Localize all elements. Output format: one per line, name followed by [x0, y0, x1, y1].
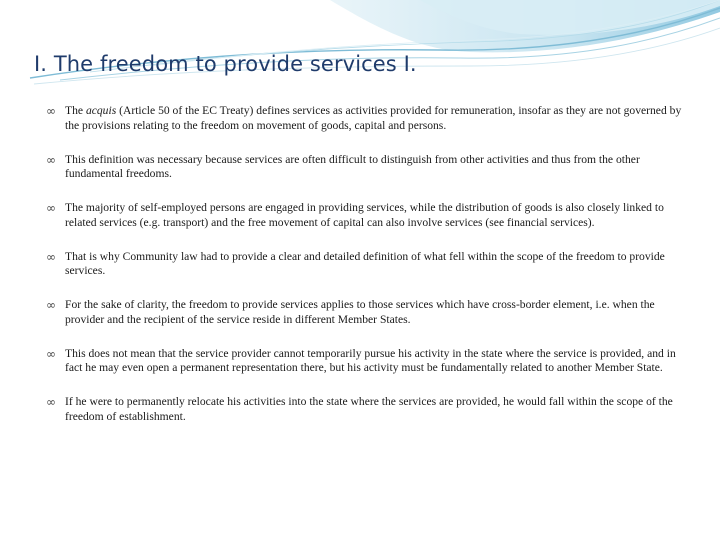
bullet-text: This does not mean that the service provider cannot temporarily pursue his activity in the state where the service is provided, and in fact he may even open a permanent representation there, but his activity must be fundamentally related to another Member State.	[65, 346, 676, 374]
bullet-item	[46, 395, 686, 424]
wave-bullet-icon: ∞	[46, 395, 56, 409]
bullet-item	[46, 201, 686, 230]
wave-bullet-icon: ∞	[46, 104, 56, 118]
bullet-text: The majority of self-employed persons are engaged in providing services, while the distribution of goods is also closely linked to related services (e.g. transport) and the free movement of capital can also involve services (see financial services).	[65, 201, 664, 229]
bullet-text: This definition was necessary because services are often difficult to distinguish from other activities and thus from the other fundamental freedoms.	[65, 152, 640, 180]
bullet-item	[46, 347, 686, 376]
wave-bullet-icon: ∞	[46, 152, 56, 167]
bullet-text: For the sake of clarity, the freedom to provide services applies to those services which have cross-border element, i.e. when the provider and the recipient of the service reside in different Member States.	[65, 298, 655, 326]
bullet-item	[46, 298, 686, 327]
wave-bullet-icon: ∞	[46, 201, 56, 215]
bullet-list	[46, 104, 686, 444]
bullet-text: If he were to permanently relocate his activities into the state where the services are provided, he would fall within the scope of the freedom of establishment.	[65, 395, 673, 423]
bullet-item	[46, 153, 686, 182]
wave-bullet-icon: ∞	[46, 346, 56, 361]
bullet-item	[46, 250, 686, 279]
bullet-text: The acquis (Article 50 of the EC Treaty) defines services as activities provided for remuneration, insofar as they are not governed by the provisions relating to the freedom on movement of goods, capital and persons.	[65, 104, 682, 132]
bullet-item	[46, 104, 686, 133]
emphasis-acquis: acquis	[85, 104, 117, 117]
slide-title: I. The freedom to provide services I.	[34, 52, 417, 76]
wave-bullet-icon: ∞	[46, 249, 56, 264]
bullet-text: That is why Community law had to provide a clear and detailed definition of what fell within the scope of the freedom to provide services.	[65, 249, 665, 277]
wave-bullet-icon: ∞	[46, 298, 56, 312]
